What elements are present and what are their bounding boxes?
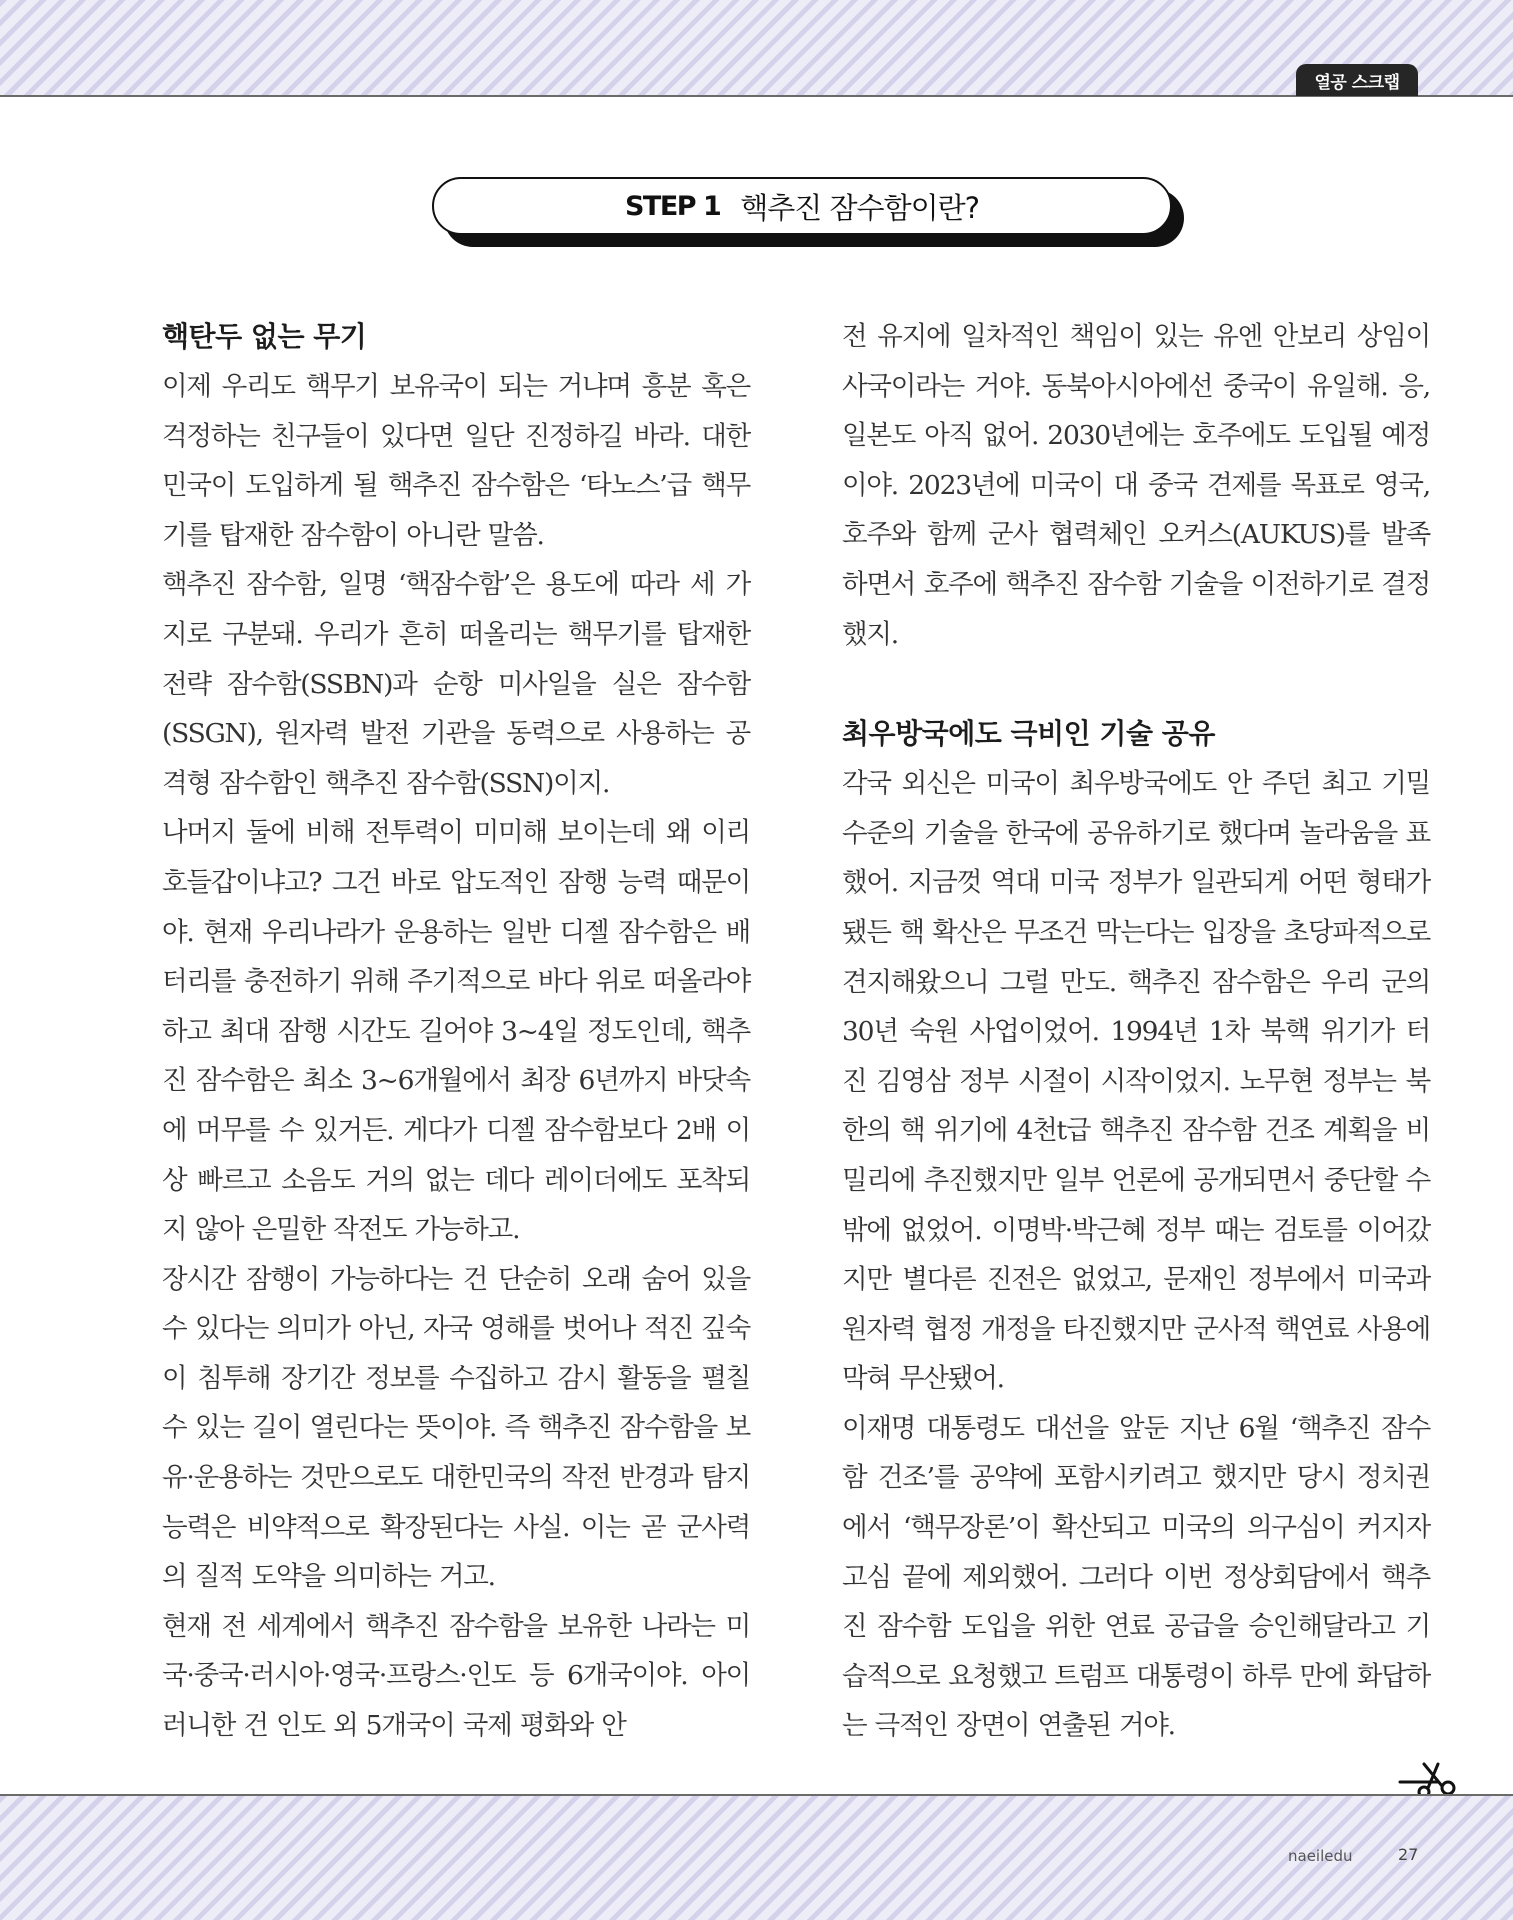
right-column xyxy=(842,312,1430,1751)
step-banner xyxy=(432,177,1172,235)
paragraph: 장시간 잠행이 가능하다는 건 단순히 오래 숨어 있을 수 있다는 의미가 아닌, 자국 영해를 벗어나 적진 깊숙이 침투해 장기간 정보를 수집하고 감시 활동을 펼칠 수 있는 길이 열린다는 뜻이야. 즉 핵추진 잠수함을 보유·운용하는 것만으로도 대한민국의 작전 반경과 탐지 능력은 비약적으로 확장된다는 사실. 이는 곧 군사력의 질적 도약을 의미하는 거고. xyxy=(162,1263,750,1593)
top-divider xyxy=(0,95,1513,97)
bottom-stripe-band xyxy=(0,1796,1513,1920)
scissors-icon xyxy=(1398,1758,1462,1798)
paragraph: 이제 우리도 핵무기 보유국이 되는 거냐며 흥분 혹은 걱정하는 친구들이 있다면 일단 진정하길 바라. 대한민국이 도입하게 될 핵추진 잠수함은 ‘타노스’급 핵무기를 탑재한 잠수함이 아니란 말씀. xyxy=(162,371,750,551)
paragraph: 현재 전 세계에서 핵추진 잠수함을 보유한 나라는 미국·중국·러시아·영국·프랑스·인도 등 6개국이야. 아이러니한 건 인도 외 5개국이 국제 평화와 안 xyxy=(162,1610,750,1742)
left-column xyxy=(162,312,750,1751)
footer-brand: naeiledu xyxy=(1288,1847,1353,1865)
paragraph: 이재명 대통령도 대선을 앞둔 지난 6월 ‘핵추진 잠수함 건조’를 공약에 포함시키려고 했지만 당시 정치권에서 ‘핵무장론’이 확산되고 미국의 의구심이 커지자 고심 끝에 제외했어. 그러다 이번 정상회담에서 핵추진 잠수함 도입을 위한 연료 공급을 승인해달라고 기습적으로 요청했고 트럼프 대통령이 하루 만에 화답하는 극적인 장면이 연출된 거야. xyxy=(842,1412,1430,1742)
paragraph: 각국 외신은 미국이 최우방국에도 안 주던 최고 기밀 수준의 기술을 한국에 공유하기로 했다며 놀라움을 표했어. 지금껏 역대 미국 정부가 일관되게 어떤 형태가 됐든 핵 확산은 무조건 막는다는 입장을 초당파적으로 견지해왔으니 그럴 만도. 핵추진 잠수함은 우리 군의 30년 숙원 사업이었어. 1994년 1차 북핵 위기가 터진 김영삼 정부 시절이 시작이었지. 노무현 정부는 북한의 핵 위기에 4천t급 핵추진 잠수함 건조 계획을 비밀리에 추진했지만 일부 언론에 공개되면서 중단할 수밖에 없었어. 이명박·박근혜 정부 때는 검토를 이어갔지만 별다른 진전은 없었고, 문재인 정부에서 미국과 원자력 협정 개정을 타진했지만 군사적 핵연료 사용에 막혀 무산됐어. xyxy=(842,768,1430,1395)
column-spacer xyxy=(842,659,1430,709)
paragraph: 핵추진 잠수함, 일명 ‘핵잠수함’은 용도에 따라 세 가지로 구분돼. 우리가 흔히 떠올리는 핵무기를 탑재한 전략 잠수함(SSBN)과 순항 미사일을 실은 잠수함(SSGN), 원자력 발전 기관을 동력으로 사용하는 공격형 잠수함인 핵추진 잠수함(SSN)이지. xyxy=(162,569,750,799)
section-heading: 핵탄두 없는 무기 xyxy=(162,320,367,353)
section-tab: 열공 스크랩 xyxy=(1296,64,1418,96)
paragraph-continuation: 전 유지에 일차적인 책임이 있는 유엔 안보리 상임이사국이라는 거야. 동북아시아에선 중국이 유일해. 응, 일본도 아직 없어. 2030년에는 호주에도 도입될 예정이야. 2023년에 미국이 대 중국 견제를 목표로 영국, 호주와 함께 군사 협력체인 오커스(AUKUS)를 발족하면서 호주에 핵추진 잠수함 기술을 이전하기로 결정했지. xyxy=(842,321,1430,650)
step-label: STEP 1 xyxy=(624,190,721,222)
top-stripe-band xyxy=(0,0,1513,96)
page-number: 27 xyxy=(1398,1845,1419,1864)
section-heading: 최우방국에도 극비인 기술 공유 xyxy=(842,717,1215,751)
step-title: 핵추진 잠수함이란? xyxy=(740,190,980,225)
paragraph: 나머지 둘에 비해 전투력이 미미해 보이는데 왜 이리 호들갑이냐고? 그건 바로 압도적인 잠행 능력 때문이야. 현재 우리나라가 운용하는 일반 디젤 잠수함은 배터리를 충전하기 위해 주기적으로 바다 위로 떠올라야 하고 최대 잠행 시간도 길어야 3~4일 정도인데, 핵추진 잠수함은 최소 3~6개월에서 최장 6년까지 바닷속에 머무를 수 있거든. 게다가 디젤 잠수함보다 2배 이상 빠르고 소음도 거의 없는 데다 레이더에도 포착되지 않아 은밀한 작전도 가능하고. xyxy=(162,817,750,1246)
